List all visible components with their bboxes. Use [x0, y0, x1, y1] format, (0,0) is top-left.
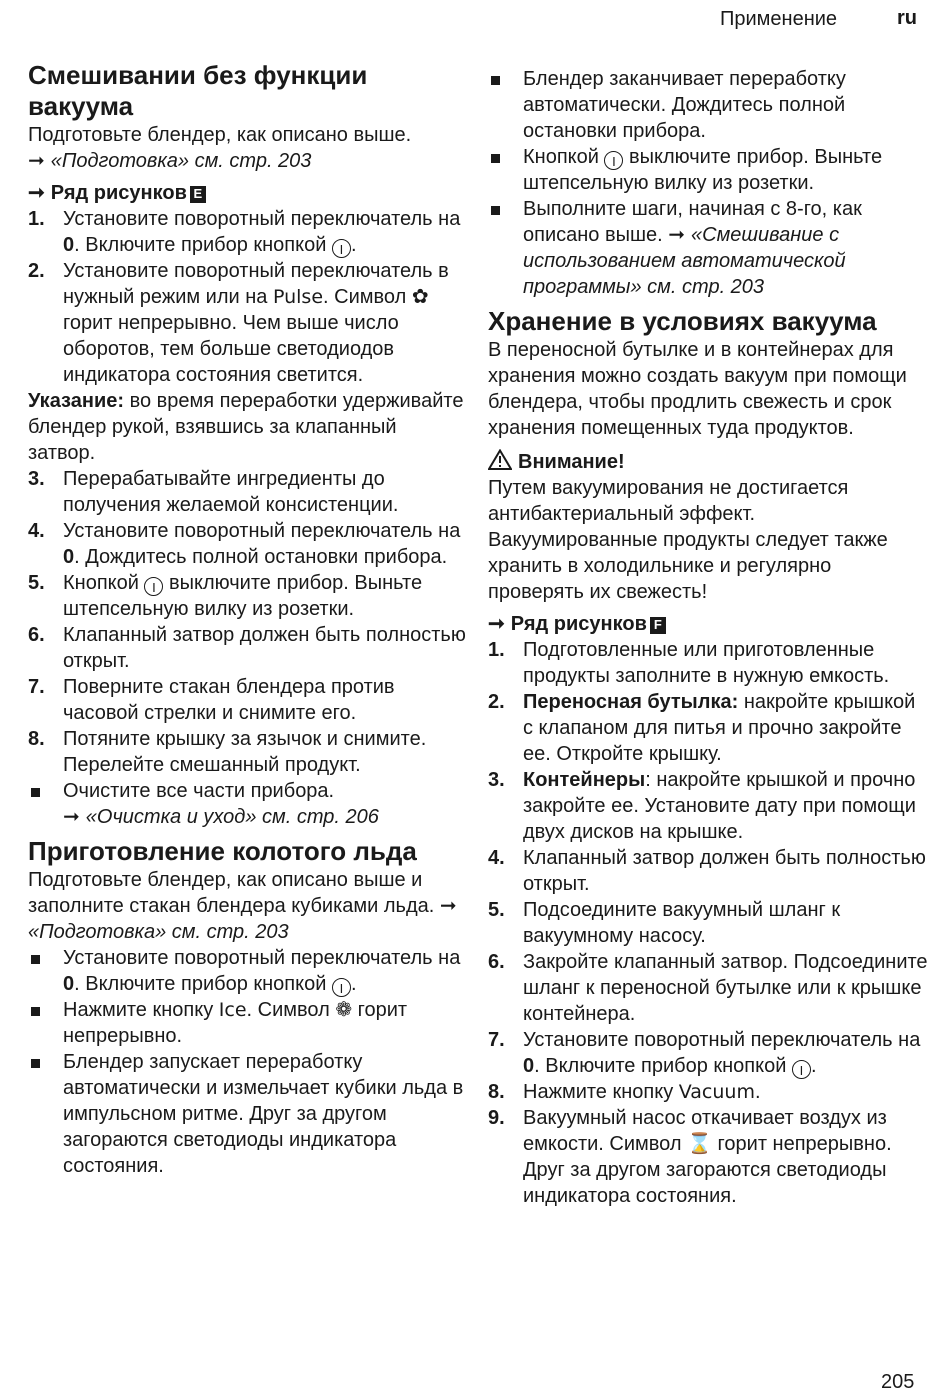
- list-item: Блендер заканчивает переработку автоматически. Дождитесь полной остановки прибора.: [488, 66, 928, 144]
- list-item: 3. Перерабатывайте ингредиенты до получения желаемой консистенции.: [28, 468, 399, 516]
- vacuum-label: Vacuum: [678, 1081, 755, 1103]
- storage-steps: [488, 637, 928, 1209]
- ice-cube-icon: ❁: [335, 999, 353, 1021]
- warning-icon: [488, 449, 512, 470]
- list-item: 8. Потяните крышку за язычок и снимите. Перелейте смешанный продукт.: [28, 728, 427, 776]
- vacuum-icon: ⌛: [687, 1133, 712, 1155]
- pulse-label: Pulse: [272, 286, 324, 308]
- xref-auto-program[interactable]: ➞ «Смешивание с использованием автоматической программы» см. стр. 203: [523, 224, 846, 298]
- xref-prep-2[interactable]: ➞«Подготовка» см. стр. 203: [28, 895, 457, 943]
- power-icon: I: [604, 151, 623, 170]
- list-item: 1. Установите поворотный переключатель на 0. Включите прибор кнопкой I .: [28, 208, 461, 257]
- heading-mix-no-vacuum: Смешивании без функции вакуума: [28, 60, 368, 121]
- arrow-icon: ➞: [28, 150, 45, 172]
- list-item: 3. Контейнеры: накройте крышкой и прочно закройте ее. Установите дату при помощи двух дисков на крышке.: [488, 769, 916, 843]
- list-item: Очистите все части прибора. ➞ «Очистка и уход» см. стр. 206: [28, 778, 468, 830]
- left-column: [28, 60, 468, 1179]
- list-item: Установите поворотный переключатель на 0. Включите прибор кнопкой I .: [28, 945, 468, 997]
- series-badge: F: [650, 617, 666, 634]
- bullet-icon: [31, 955, 40, 964]
- arrow-icon: ➞: [439, 895, 457, 917]
- ice-intro: Подготовьте блендер, как описано выше и заполните стакан блендера кубиками льда. ➞«Подготовка» см. стр. 203: [28, 867, 468, 945]
- power-icon: I: [144, 577, 163, 596]
- figure-series: ➞ Ряд рисунков E: [28, 180, 468, 206]
- bullet-icon: [31, 1059, 40, 1068]
- intro-text: Подготовьте блендер, как описано выше.: [28, 124, 412, 146]
- list-item: Выполните шаги, начиная с 8-го, как описано выше. ➞ «Смешивание с использованием автоматической программы» см. стр. 203: [488, 196, 928, 300]
- list-item: 5. Кнопкой I выключите прибор. Выньте штепсельную вилку из розетки.: [28, 572, 423, 620]
- list-item: 5. Подсоедините вакуумный шланг к вакуумному насосу.: [488, 899, 841, 947]
- arrow-icon: ➞: [488, 613, 505, 635]
- series-badge: E: [190, 186, 206, 203]
- heading-crushed-ice: Приготовление колотого льда: [28, 836, 417, 866]
- figure-series: ➞ Ряд рисунков F: [488, 611, 928, 637]
- bullet-icon: [31, 1007, 40, 1016]
- bullet-icon: [31, 788, 40, 797]
- language-code: ru: [897, 7, 917, 29]
- section-title: Применение: [720, 8, 838, 30]
- warning-title: Внимание!: [488, 449, 928, 475]
- list-item: 7. Установите поворотный переключатель на 0. Включите прибор кнопкой I .: [488, 1029, 921, 1078]
- power-icon: I: [332, 978, 351, 997]
- list-item: 4. Клапанный затвор должен быть полностью открыт.: [488, 847, 926, 895]
- power-icon: I: [792, 1060, 811, 1079]
- list-item: 2. Установите поворотный переключатель в нужный режим или на Pulse. Символ ✿ горит непрерывно. Чем выше число оборотов, тем больше светодиодов индикатора состояния светится.: [28, 260, 449, 386]
- pulse-fan-icon: ✿: [411, 286, 429, 308]
- ice-label: Ice: [218, 999, 247, 1021]
- xref-clean[interactable]: ➞ «Очистка и уход» см. стр. 206: [63, 806, 379, 828]
- list-item: 9. Вакуумный насос откачивает воздух из емкости. Символ ⌛ горит непрерывно. Друг за другом загораются светодиоды индикатора состояния.: [488, 1107, 892, 1207]
- warning-text: Путем вакуумирования не достигается антибактериальный эффект. Вакуумированные продукты следует также хранить в холодильнике и регулярно проверять их свежесть!: [488, 477, 888, 603]
- list-item: 7. Поверните стакан блендера против часовой стрелки и снимите его.: [28, 676, 395, 724]
- right-column: [488, 66, 928, 1209]
- power-icon: I: [332, 239, 351, 258]
- list-item: 6. Закройте клапанный затвор. Подсоедините шланг к переносной бутылке или к крышке контейнера.: [488, 951, 928, 1025]
- steps-list-a: [28, 206, 468, 388]
- steps-list-b: [28, 466, 468, 830]
- list-item: 6. Клапанный затвор должен быть полностью открыт.: [28, 624, 466, 672]
- arrow-icon: ➞: [668, 224, 686, 246]
- page-number: 205: [881, 1371, 915, 1393]
- xref-prep[interactable]: ➞ «Подготовка» см. стр. 203: [28, 150, 312, 172]
- page-header: [0, 6, 950, 34]
- list-item: 8. Нажмите кнопку Vacuum.: [488, 1081, 761, 1103]
- ice-bullets: [28, 945, 468, 1179]
- list-item: 2. Переносная бутылка: накройте крышкой с клапаном для питья и прочно закройте ее. Откройте крышку.: [488, 691, 916, 765]
- list-item: Нажмите кнопку Ice. Символ ❁ горит непрерывно.: [28, 997, 468, 1049]
- list-item: 4. Установите поворотный переключатель на 0. Дождитесь полной остановки прибора.: [28, 520, 461, 568]
- list-item: Блендер запускает переработку автоматически и измельчает кубики льда в импульсном ритме. Друг за другом загораются светодиоды индикатора состояния.: [28, 1049, 468, 1179]
- storage-intro: В переносной бутылке и в контейнерах для хранения можно создать вакуум при помощи блендера, чтобы продлить свежесть и срок хранения помещенных туда продуктов.: [488, 339, 907, 439]
- bullet-icon: [491, 154, 500, 163]
- heading-vacuum-storage: Хранение в условиях вакуума: [488, 306, 877, 336]
- arrow-icon: ➞: [28, 182, 45, 204]
- note: Указание: во время переработки удерживайте блендер рукой, взявшись за клапанный затвор.: [28, 390, 464, 464]
- bullet-icon: [491, 76, 500, 85]
- list-item: 1. Подготовленные или приготовленные продукты заполните в нужную емкость.: [488, 639, 890, 687]
- bullet-icon: [491, 206, 500, 215]
- arrow-icon: ➞: [63, 806, 80, 828]
- right-bullets: [488, 66, 928, 300]
- list-item: Кнопкой I выключите прибор. Выньте штепсельную вилку из розетки.: [488, 144, 928, 196]
